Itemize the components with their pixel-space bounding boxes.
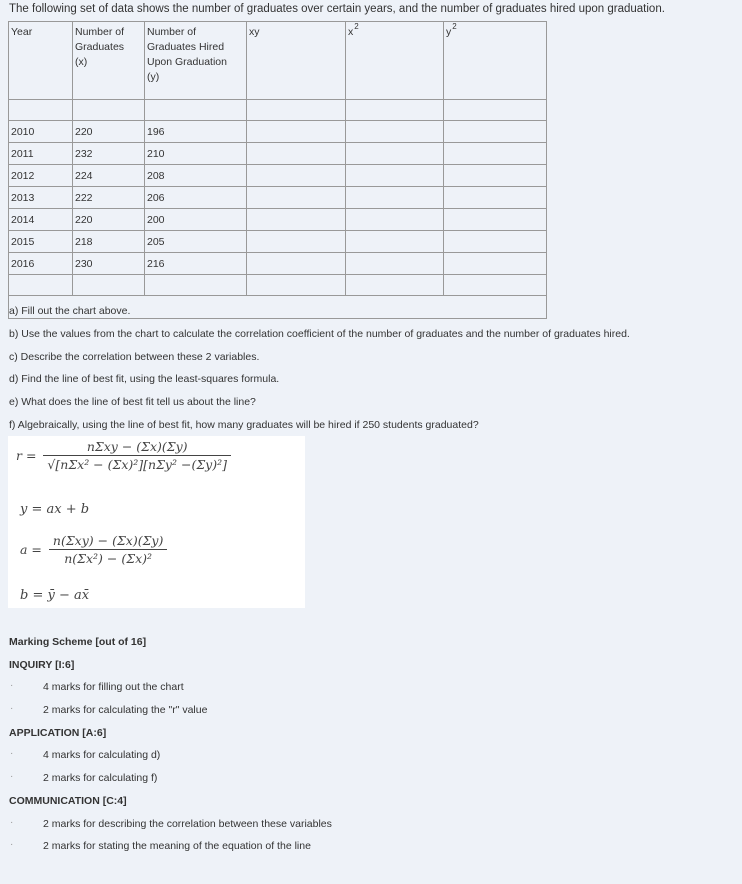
- header-x-line: Number of: [75, 26, 125, 38]
- cell-y: 216: [145, 253, 247, 275]
- table-cell: [9, 100, 73, 121]
- marking-item-text: 4 marks for filling out the chart: [43, 681, 184, 694]
- cell-y: 210: [145, 143, 247, 165]
- table-cell: [346, 100, 444, 121]
- bullet-icon: ·: [10, 839, 14, 851]
- header-xy: xy: [247, 22, 346, 100]
- r-denominator: √[nΣx² − (Σx)²][nΣy² −(Σy)²]: [47, 457, 227, 472]
- table-row: [9, 165, 547, 187]
- marking-title: Marking Scheme [out of 16]: [9, 636, 147, 648]
- marking-item: [9, 749, 332, 772]
- question-b: b) Use the values from the chart to calculate the correlation coefficient of the number of graduates and the number of graduates hired.: [9, 327, 630, 340]
- marking-item: [9, 704, 332, 727]
- table-cell: [9, 275, 73, 296]
- marking-item: [9, 772, 332, 795]
- header-y-squared: [444, 22, 547, 100]
- r-fraction: [43, 439, 231, 472]
- formula-box: [8, 436, 305, 608]
- bullet-icon: ·: [10, 703, 14, 715]
- marking-item: [9, 840, 332, 863]
- marking-item-text: 2 marks for calculating the "r" value: [43, 704, 208, 717]
- bullet-icon: ·: [10, 680, 14, 692]
- data-table: [8, 21, 547, 319]
- cell-y2: [444, 165, 547, 187]
- cell-year: 2013: [9, 187, 73, 209]
- table-cell: [346, 275, 444, 296]
- question-f: f) Algebraically, using the line of best fit, how many graduates will be hired if 250 students graduated?: [9, 418, 479, 431]
- cell-y2: [444, 253, 547, 275]
- table-row: [9, 253, 547, 275]
- table-cell: [247, 100, 346, 121]
- table-row: [9, 121, 547, 143]
- question-e: e) What does the line of best fit tell us about the line?: [9, 396, 256, 409]
- header-year: Year: [9, 22, 73, 100]
- cell-y: 208: [145, 165, 247, 187]
- cell-y: 205: [145, 231, 247, 253]
- cell-xy: [247, 253, 346, 275]
- cell-year: 2011: [9, 143, 73, 165]
- header-y2-base: y: [446, 26, 452, 38]
- marking-item: [9, 681, 332, 704]
- cell-year: 2012: [9, 165, 73, 187]
- table-cell: [444, 275, 547, 296]
- section-heading: INQUIRY [I:6]: [9, 658, 75, 671]
- a-fraction: [49, 533, 167, 566]
- cell-year: 2014: [9, 209, 73, 231]
- header-y-line: Number of: [147, 26, 197, 38]
- table-cell: [73, 100, 145, 121]
- marking-item-text: 2 marks for calculating f): [43, 772, 158, 785]
- header-y: [145, 22, 247, 100]
- table-row: [9, 275, 547, 296]
- slope-formula: [20, 533, 167, 566]
- cell-y2: [444, 231, 547, 253]
- cell-y: 206: [145, 187, 247, 209]
- table-row: [9, 187, 547, 209]
- header-y-line: (y): [147, 71, 160, 83]
- header-x-squared: [346, 22, 444, 100]
- cell-xy: [247, 209, 346, 231]
- line-equation: y = ax + b: [20, 502, 90, 517]
- bullet-icon: ·: [10, 816, 14, 828]
- intro-text: The following set of data shows the number of graduates over certain years, and the number of graduates hired upon graduation.: [9, 3, 665, 15]
- table-cell: [145, 100, 247, 121]
- cell-year: 2010: [9, 121, 73, 143]
- table-cell: [444, 100, 547, 121]
- section-heading: COMMUNICATION [C:4]: [9, 794, 127, 807]
- cell-x: 230: [73, 253, 145, 275]
- cell-y: 196: [145, 121, 247, 143]
- cell-x: 232: [73, 143, 145, 165]
- cell-x2: [346, 143, 444, 165]
- marking-item-text: 2 marks for stating the meaning of the equation of the line: [43, 840, 311, 853]
- marking-item: [9, 818, 332, 841]
- cell-x2: [346, 187, 444, 209]
- a-denominator: n(Σx²) − (Σx)²: [64, 551, 153, 566]
- cell-x2: [346, 209, 444, 231]
- cell-xy: [247, 165, 346, 187]
- intercept-formula: b = ȳ − ax̄: [20, 588, 90, 603]
- a-lhs: a =: [20, 542, 42, 557]
- cell-x2: [346, 165, 444, 187]
- question-a: a) Fill out the chart above.: [9, 305, 131, 317]
- cell-x: 220: [73, 121, 145, 143]
- table-cell: [73, 275, 145, 296]
- cell-x2: [346, 121, 444, 143]
- header-y2-exponent: 2: [452, 22, 457, 31]
- marking-item-text: 2 marks for describing the correlation between these variables: [43, 817, 332, 830]
- header-x-line: Graduates: [75, 41, 125, 53]
- cell-x2: [346, 253, 444, 275]
- table-row: [9, 209, 547, 231]
- cell-x: 224: [73, 165, 145, 187]
- bullet-icon: ·: [10, 748, 14, 760]
- bullet-icon: ·: [10, 771, 14, 783]
- table-header-row: [9, 22, 547, 100]
- header-x-line: (x): [75, 56, 88, 68]
- question-c: c) Describe the correlation between these 2 variables.: [9, 350, 260, 363]
- cell-year: 2016: [9, 253, 73, 275]
- header-x2-exponent: 2: [354, 22, 359, 31]
- table-row: [9, 143, 547, 165]
- header-x2-base: x: [348, 26, 354, 38]
- table-row: [9, 100, 547, 121]
- cell-x: 218: [73, 231, 145, 253]
- table-cell: [145, 275, 247, 296]
- cell-x: 220: [73, 209, 145, 231]
- section-heading: APPLICATION [A:6]: [9, 726, 107, 739]
- cell-xy: [247, 143, 346, 165]
- table-cell: [247, 275, 346, 296]
- header-y-line: Graduates Hired: [147, 41, 225, 53]
- cell-x2: [346, 231, 444, 253]
- cell-y2: [444, 143, 547, 165]
- question-d: d) Find the line of best fit, using the least-squares formula.: [9, 373, 280, 386]
- cell-xy: [247, 231, 346, 253]
- a-numerator: n(Σxy) − (Σx)(Σy): [49, 533, 167, 550]
- cell-xy: [247, 121, 346, 143]
- cell-x: 222: [73, 187, 145, 209]
- table-row: [9, 231, 547, 253]
- header-x: [73, 22, 145, 100]
- r-numerator: nΣxy − (Σx)(Σy): [43, 439, 231, 456]
- marking-item-text: 4 marks for calculating d): [43, 749, 161, 762]
- correlation-formula: [16, 439, 231, 472]
- marking-scheme: [9, 636, 332, 863]
- cell-y2: [444, 187, 547, 209]
- cell-y: 200: [145, 209, 247, 231]
- cell-y2: [444, 121, 547, 143]
- r-lhs: r =: [16, 448, 37, 463]
- question-list: [9, 305, 630, 442]
- cell-xy: [247, 187, 346, 209]
- header-y-line: Upon Graduation: [147, 56, 227, 68]
- cell-y2: [444, 209, 547, 231]
- cell-year: 2015: [9, 231, 73, 253]
